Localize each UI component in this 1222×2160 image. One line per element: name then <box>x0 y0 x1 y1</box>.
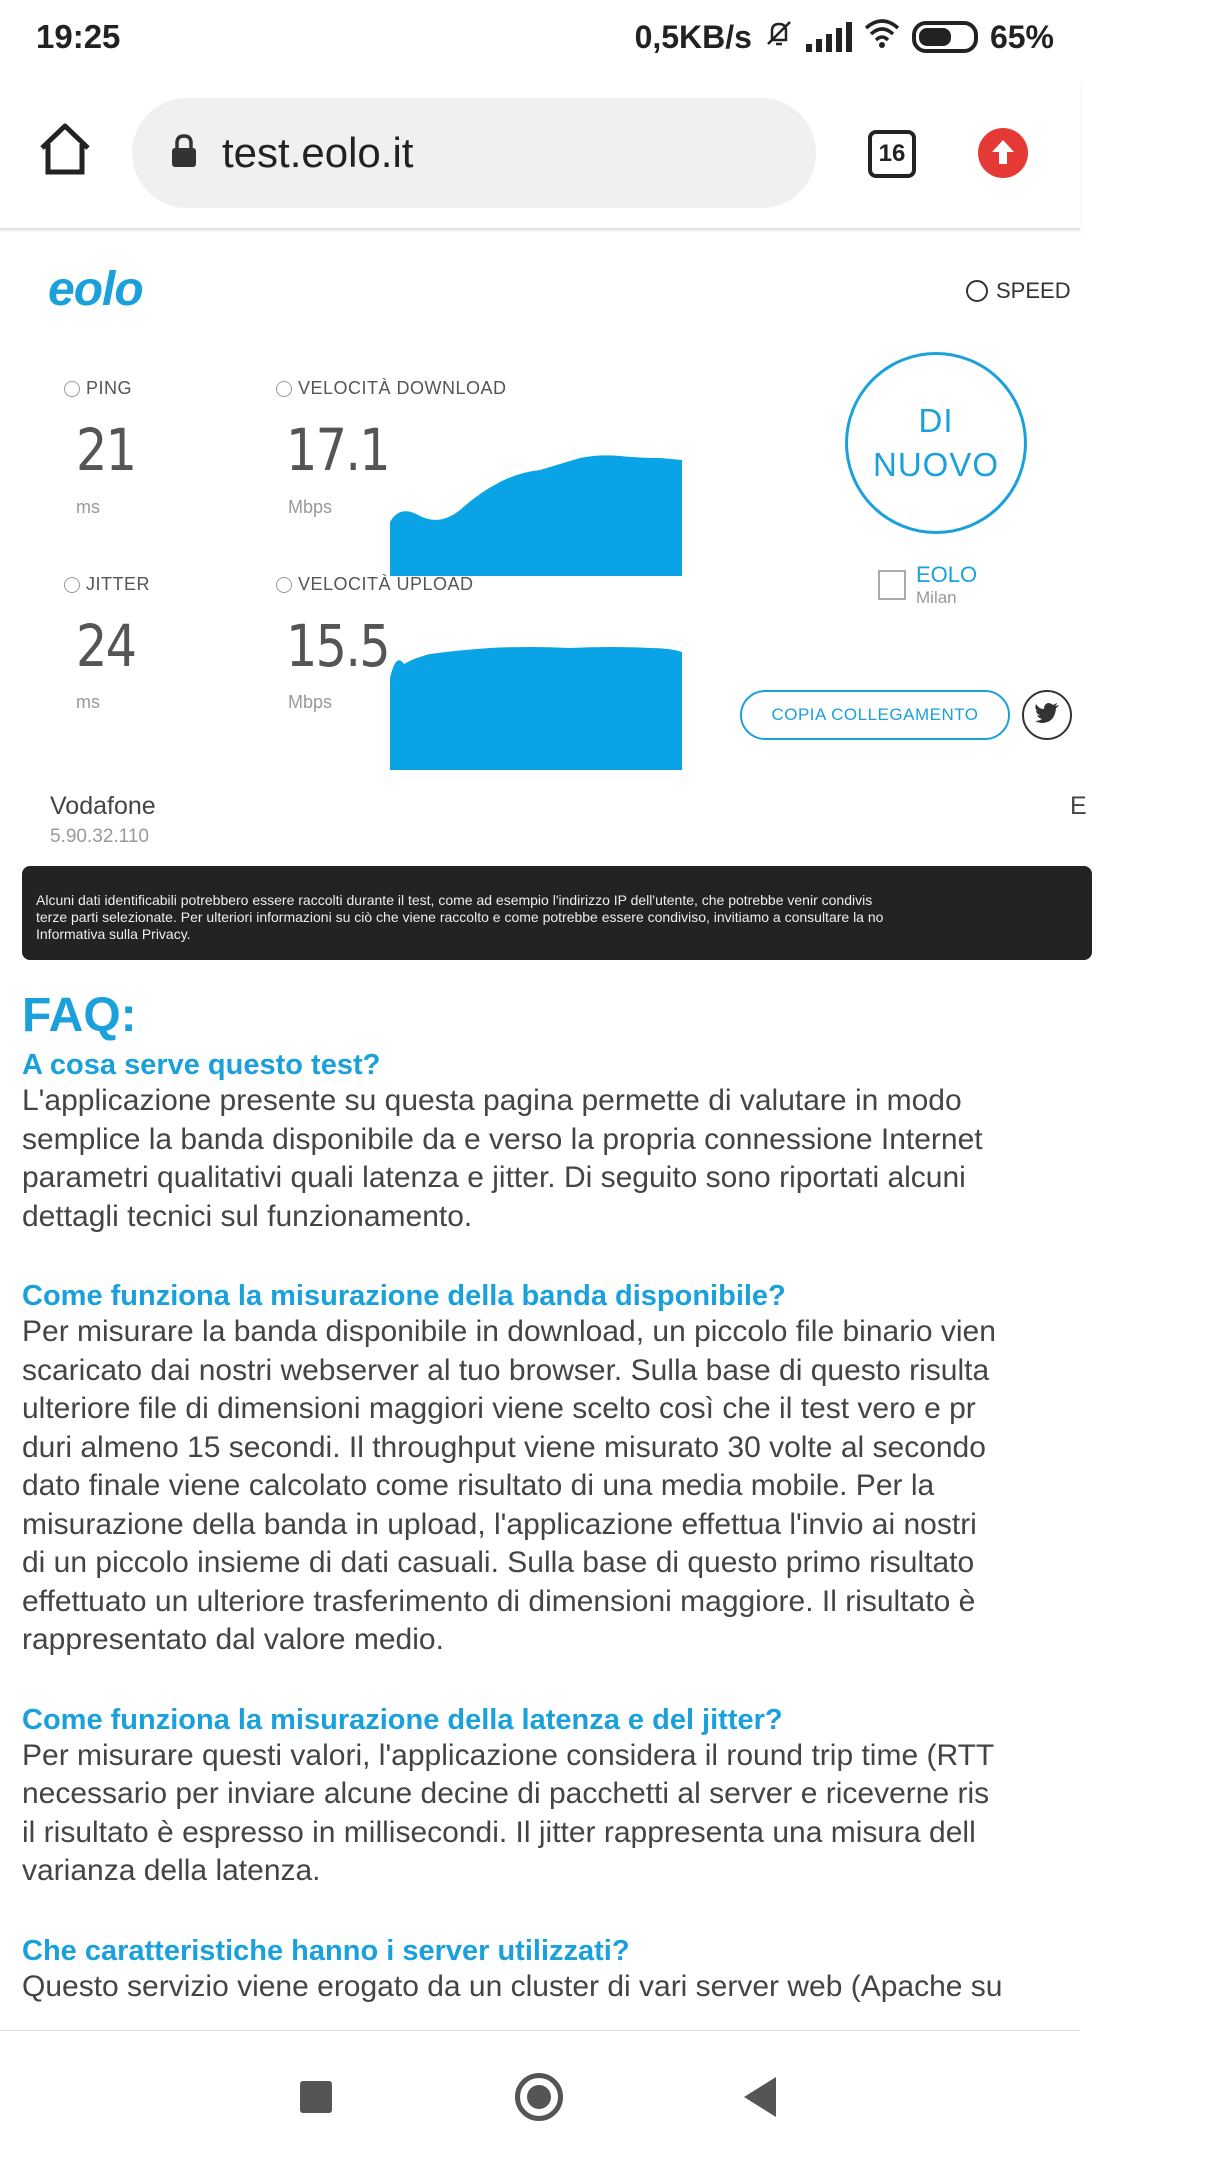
server-name: EOLO <box>916 562 978 587</box>
tab-switcher-button[interactable]: 16 <box>868 130 916 178</box>
isp-right-label: E <box>1070 792 1087 820</box>
ping-label-text: PING <box>86 378 133 398</box>
test-again-line2: NUOVO <box>872 446 999 483</box>
download-label <box>276 378 507 399</box>
faq-section <box>22 988 1222 2006</box>
faq-answer-line: di un piccolo insieme di dati casuali. Sulla base di questo primo risultato <box>22 1546 975 1579</box>
privacy-notice-line: terze parti selezionate. Per ulteriori informazioni su ciò che viene raccolto e come potrebbe essere condiviso, invitiamo a consultare la no <box>36 909 884 925</box>
browser-toolbar <box>0 78 1080 230</box>
eolo-logo[interactable]: eolo <box>48 263 143 316</box>
faq-title: FAQ: <box>22 989 137 1042</box>
faq-answer-line: misurazione della banda in upload, l'applicazione effettua l'invio ai nostri <box>22 1507 977 1541</box>
isp-ip: 5.90.32.110 <box>50 826 149 847</box>
download-chart <box>390 442 682 576</box>
download-label-text: VELOCITÀ DOWNLOAD <box>298 378 507 398</box>
faq-question: Come funziona la misurazione della latenza e del jitter? <box>22 1703 783 1736</box>
test-again-line1: DI <box>918 402 954 439</box>
web-page <box>0 232 1087 2030</box>
recent-apps-button[interactable] <box>300 2081 332 2113</box>
jitter-value: 24 <box>76 612 136 680</box>
privacy-notice-banner[interactable] <box>22 866 1092 960</box>
jitter-label-text: JITTER <box>86 574 150 594</box>
faq-answer-line: effettuato un ulteriore trasferimento di dimensioni maggiore. Il risultato è <box>22 1584 976 1618</box>
faq-answer-line: Per misurare questi valori, l'applicazione considera il round trip time (RTT <box>22 1738 995 1772</box>
url-text: test.eolo.it <box>222 129 414 176</box>
faq-question: A cosa serve questo test? <box>22 1049 381 1081</box>
download-unit: Mbps <box>288 497 333 517</box>
upload-label <box>276 574 474 595</box>
faq-answer-line: dato finale viene calcolato come risultato di una media mobile. Per la <box>22 1469 935 1502</box>
faq-answer-line: parametri qualitativi quali latenza e jitter. Di seguito sono riportati alcuni <box>22 1161 966 1194</box>
lock-icon <box>170 133 198 174</box>
faq-answer-line: necessario per inviare alcune decine di pacchetti al server e riceverne ris <box>22 1777 990 1810</box>
ping-icon <box>64 381 80 397</box>
upload-label-text: VELOCITÀ UPLOAD <box>298 574 474 594</box>
address-bar[interactable] <box>132 98 816 208</box>
faq-answer-line: duri almeno 15 secondi. Il throughput viene misurato 30 volte al secondo <box>22 1430 986 1464</box>
faq-answer-line: L'applicazione presente su questa pagina permette di valutare in modo <box>22 1084 962 1117</box>
faq-answer-line: Questo servizio viene erogato da un cluster di vari server web (Apache su <box>22 1969 1003 2003</box>
home-button[interactable] <box>515 2073 563 2121</box>
battery-percent: 65% <box>989 18 1054 55</box>
upload-value: 15.5 <box>286 612 389 680</box>
speed-tab-label: SPEED <box>996 278 1071 303</box>
faq-question: Come funziona la misurazione della banda disponibile? <box>22 1280 786 1312</box>
silent-icon <box>764 18 794 56</box>
faq-answer-line: ulteriore file di dimensioni maggiori viene scelto così che il test vero e pr <box>22 1392 976 1425</box>
faq-answer-line: semplice la banda disponibile da e verso la propria connessione Internet <box>22 1122 983 1156</box>
status-bar <box>0 0 1080 78</box>
faq-answer-line: varianza della latenza. <box>22 1854 321 1887</box>
upload-unit: Mbps <box>288 692 333 712</box>
twitter-icon <box>1034 702 1060 729</box>
test-again-button[interactable] <box>845 352 1027 534</box>
battery-icon <box>912 21 978 53</box>
status-time: 19:25 <box>36 18 121 55</box>
server-info[interactable] <box>878 562 977 608</box>
upload-icon <box>276 577 292 593</box>
status-icons <box>635 18 1054 56</box>
network-speed: 0,5KB/s <box>634 18 752 55</box>
privacy-notice-line: Informativa sulla Privacy. <box>36 926 191 942</box>
ping-label <box>64 378 132 399</box>
jitter-label <box>64 574 150 595</box>
system-navigation-bar <box>0 2030 1080 2160</box>
faq-answer-line: rappresentato dal valore medio. <box>22 1623 444 1656</box>
back-button[interactable] <box>744 2077 776 2117</box>
download-value: 17.1 <box>286 416 389 484</box>
download-icon <box>276 381 292 397</box>
faq-answer-line: scaricato dai nostri webserver al tuo browser. Sulla base di questo risulta <box>22 1353 990 1387</box>
update-icon[interactable] <box>978 128 1028 178</box>
signal-icon <box>806 22 852 52</box>
server-city: Milan <box>916 588 957 607</box>
server-icon <box>878 570 906 600</box>
jitter-unit: ms <box>76 692 100 712</box>
jitter-icon <box>64 577 80 593</box>
copy-link-button[interactable]: COPIA COLLEGAMENTO <box>740 690 1010 740</box>
speed-tab[interactable] <box>966 278 1071 304</box>
ping-unit: ms <box>76 497 100 517</box>
home-icon[interactable] <box>36 120 94 178</box>
twitter-share-button[interactable] <box>1022 690 1072 740</box>
faq-answer-line: il risultato è espresso in millisecondi. Il jitter rappresenta una misura dell <box>22 1815 976 1849</box>
wifi-icon <box>864 18 900 56</box>
ping-value: 21 <box>76 416 136 484</box>
faq-answer-line: dettagli tecnici sul funzionamento. <box>22 1199 473 1233</box>
privacy-notice-line: Alcuni dati identificabili potrebbero essere raccolti durante il test, come ad esempio l'indirizzo IP dell'utente, che potrebbe venir condivis <box>36 892 873 908</box>
isp-name: Vodafone <box>50 792 156 820</box>
upload-chart <box>390 638 682 770</box>
faq-answer-line: Per misurare la banda disponibile in download, un piccolo file binario vien <box>22 1315 996 1348</box>
gauge-icon <box>966 280 988 302</box>
faq-question: Che caratteristiche hanno i server utilizzati? <box>22 1934 630 1967</box>
